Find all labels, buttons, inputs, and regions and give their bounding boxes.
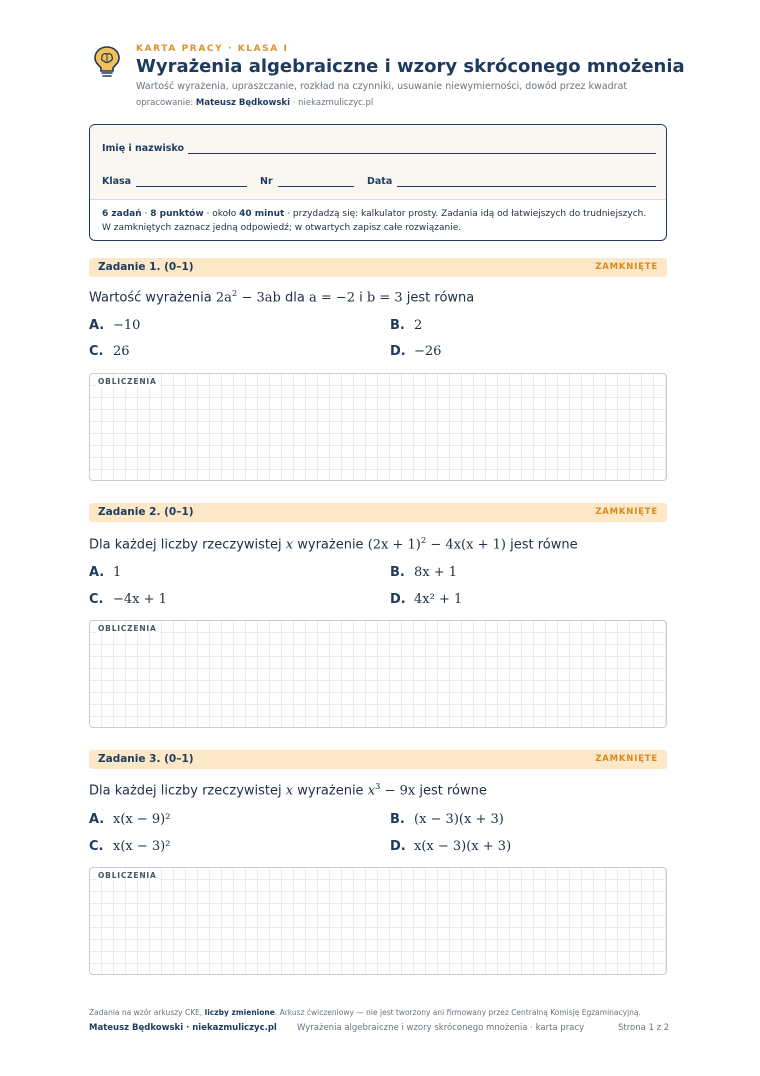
time-prefix: · około [203,209,240,219]
calc-label: OBLICZENIA [98,871,157,880]
lightbulb-brain-icon [91,44,123,78]
task-2-header [89,503,667,522]
worksheet-kicker: KARTA PRACY · KLASA I [136,44,289,54]
task-1-header [89,258,667,277]
class-field[interactable] [136,186,247,187]
date-field[interactable] [397,186,656,187]
instructions-note [102,207,657,235]
student-info-box [89,124,667,241]
note-separator: · [141,209,151,219]
answer-option[interactable]: A. x(x − 9)² [89,812,171,827]
task-3-header [89,750,667,769]
answer-option[interactable]: B. 2 [390,318,423,333]
instructions-text: · przydadzą się: kalkulator prosty. Zadania idą od łatwiejszych do trudniejszych. W zamkniętych zaznacz jedną odpowiedź; w otwartych zapisz całe rozwiązanie. [102,209,647,233]
credit-author: Mateusz Będkowski [195,98,291,108]
page-title: Wyrażenia algebraiczne i wzory skróconego mnożenia [136,56,685,77]
calc-label: OBLICZENIA [98,377,157,386]
answer-option[interactable]: C. −4x + 1 [89,592,167,607]
answer-option[interactable]: D. 4x² + 1 [390,592,463,607]
footer-author: Mateusz Będkowski · niekazmuliczyc.pl [89,1023,277,1033]
footer-title: Wyrażenia algebraiczne i wzory skróconego mnożenia · karta pracy [297,1023,585,1033]
task-2-calculation-area[interactable] [89,620,667,728]
task-1-type: ZAMKNIĘTE [595,262,658,272]
credit-prefix: opracowanie: [136,98,194,108]
task-1-calculation-area[interactable] [89,373,667,481]
task-2-title: Zadanie 2. (0–1) [98,506,194,518]
class-label: Klasa [102,176,132,187]
footer-note: Zadania na wzór arkuszy CKE, liczby zmienione. Arkusz ćwiczeniowy — nie jest tworzony ani firmowany przez Centralną Komisję Egzaminacyjną. [89,1008,641,1017]
time-limit: 40 minut [239,209,285,219]
name-field[interactable] [188,153,656,154]
point-count: 8 punktów [150,209,204,219]
answer-option[interactable]: A. 1 [89,565,122,580]
answer-option[interactable]: B. 8x + 1 [390,565,458,580]
calc-label: OBLICZENIA [98,624,157,633]
answer-option[interactable]: B. (x − 3)(x + 3) [390,812,504,827]
answer-option[interactable]: C. x(x − 3)² [89,839,171,854]
nr-field[interactable] [278,186,354,187]
answer-option[interactable]: D. −26 [390,344,442,359]
task-2-question: Dla każdej liczby rzeczywistej x wyrażenie $(2x + 1)^2 - 4x(x + 1)$ jest równe [89,536,578,553]
answer-option[interactable]: C. 26 [89,344,130,359]
page-number: Strona 1 z 2 [618,1023,670,1033]
student-form [90,125,666,200]
task-3-type: ZAMKNIĘTE [595,754,658,764]
task-3-question: Dla każdej liczby rzeczywistej x wyrażenie $x^3 - 9x$ jest równe [89,782,487,799]
task-count: 6 zadań [102,209,142,219]
task-1-question: Wartość wyrażenia $2a^2 - 3ab$ dla a = −2 i b = 3 jest równa [89,289,475,306]
task-3-title: Zadanie 3. (0–1) [98,753,194,765]
task-1-title: Zadanie 1. (0–1) [98,261,194,273]
page-subtitle: Wartość wyrażenia, upraszczanie, rozkład na czynniki, usuwanie niewymierności, dowód przez kwadrat [136,81,628,92]
name-label: Imię i nazwisko [102,143,184,154]
task-2-type: ZAMKNIĘTE [595,507,658,517]
nr-label: Nr [260,176,273,187]
author-credit [136,98,373,108]
answer-option[interactable]: A. −10 [89,318,141,333]
task-3-calculation-area[interactable] [89,867,667,975]
answer-option[interactable]: D. x(x − 3)(x + 3) [390,839,512,854]
date-label: Data [367,176,393,187]
credit-site: · niekazmuliczyc.pl [292,98,374,108]
